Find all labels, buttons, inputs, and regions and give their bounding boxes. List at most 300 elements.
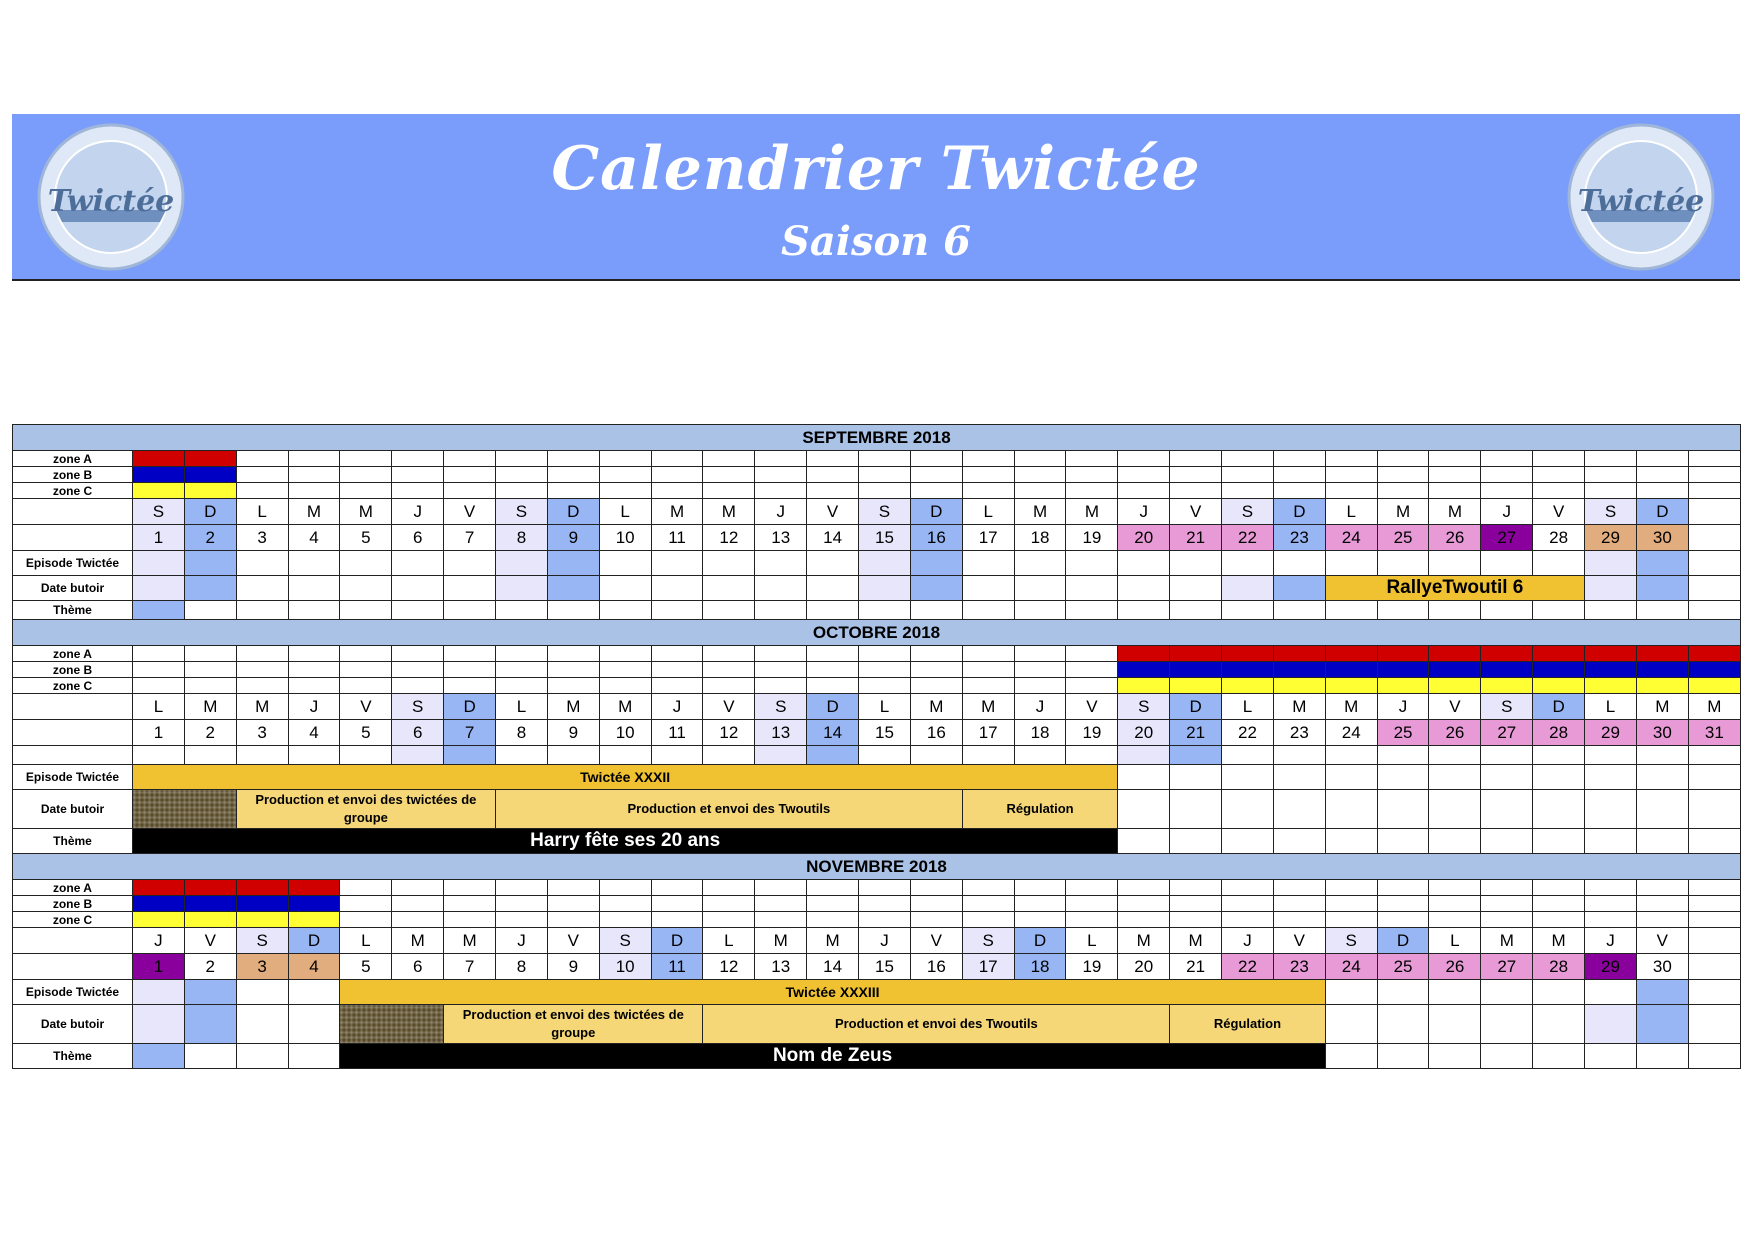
zone-cell (1273, 896, 1325, 912)
zone-cell (1688, 662, 1740, 678)
zone-cell (1585, 451, 1637, 467)
zone-cell (1377, 483, 1429, 499)
row-label: zone B (13, 662, 133, 678)
zone-cell (859, 912, 911, 928)
day-number-cell: 13 (755, 525, 807, 551)
zone-cell (1222, 678, 1274, 694)
calendar-cell (236, 1005, 288, 1044)
zone-cell (962, 678, 1014, 694)
zone-cell (859, 483, 911, 499)
phase-twoutils: Production et envoi des Twoutils (496, 790, 963, 829)
calendar-cell (340, 746, 392, 765)
calendar-cell (807, 746, 859, 765)
month-title: SEPTEMBRE 2018 (13, 425, 1741, 451)
weekday-cell: S (1585, 499, 1637, 525)
zone-cell (444, 896, 496, 912)
zone-cell (496, 678, 548, 694)
row-label: Date butoir (13, 576, 133, 601)
zone-cell (1170, 678, 1222, 694)
zone-cell (1118, 678, 1170, 694)
zone-cell (1170, 483, 1222, 499)
zone-cell (651, 678, 703, 694)
zone-cell (599, 646, 651, 662)
calendar-cell (288, 601, 340, 620)
calendar-cell (1481, 601, 1533, 620)
day-number-cell: 7 (444, 720, 496, 746)
zone-cell (392, 662, 444, 678)
day-number-cell: 5 (340, 954, 392, 980)
calendar-cell (807, 576, 859, 601)
calendar-cell (910, 601, 962, 620)
calendar-cell (1688, 746, 1740, 765)
phase-group-twictees: Production et envoi des twictées de groupe (236, 790, 495, 829)
zone-cell (807, 646, 859, 662)
calendar-cell (444, 576, 496, 601)
day-number-cell: 14 (807, 954, 859, 980)
zone-cell (496, 880, 548, 896)
calendar-cell (807, 601, 859, 620)
calendar-cell (1585, 1005, 1637, 1044)
calendar-cell (1222, 790, 1274, 829)
calendar-cell (340, 576, 392, 601)
calendar-cell (133, 980, 185, 1005)
zone-cell (1636, 912, 1688, 928)
zone-cell (1688, 912, 1740, 928)
zone-cell (1014, 880, 1066, 896)
zone-cell (288, 896, 340, 912)
zone-cell (444, 646, 496, 662)
zone-cell (1688, 467, 1740, 483)
zone-cell (651, 483, 703, 499)
zone-cell (392, 896, 444, 912)
day-number-cell: 7 (444, 954, 496, 980)
zone-cell (1014, 662, 1066, 678)
calendar-cell (1222, 551, 1274, 576)
calendar-cell (1014, 551, 1066, 576)
zone-cell (1533, 880, 1585, 896)
calendar-cell (1325, 1005, 1377, 1044)
calendar-cell (288, 980, 340, 1005)
zone-cell (392, 483, 444, 499)
weekday-cell: J (755, 499, 807, 525)
zone-cell (910, 662, 962, 678)
weekday-cell: D (444, 694, 496, 720)
zone-cell (444, 483, 496, 499)
calendar-banner (12, 114, 1740, 281)
calendar-cell (910, 576, 962, 601)
day-number-cell: 17 (962, 720, 1014, 746)
calendar-cell (1273, 746, 1325, 765)
zone-cell (599, 912, 651, 928)
phase-group-twictees: Production et envoi des twictées de groupe (444, 1005, 703, 1044)
weekday-cell: D (651, 928, 703, 954)
day-number-cell: 16 (910, 720, 962, 746)
zone-cell (1170, 646, 1222, 662)
weekday-cell: J (1014, 694, 1066, 720)
day-number-cell: 6 (392, 720, 444, 746)
zone-cell (496, 451, 548, 467)
calendar-cell (236, 1044, 288, 1069)
day-number-cell: 11 (651, 954, 703, 980)
episode-bar: Twictée XXXII (133, 765, 1118, 790)
zone-cell (496, 467, 548, 483)
zone-cell (1481, 678, 1533, 694)
zone-cell (133, 451, 185, 467)
zone-cell (1273, 880, 1325, 896)
zone-cell (1222, 646, 1274, 662)
zone-cell (807, 678, 859, 694)
calendar-cell (1066, 551, 1118, 576)
calendar-cell (1429, 1044, 1481, 1069)
zone-cell (1481, 467, 1533, 483)
zone-cell (1481, 912, 1533, 928)
calendar-cell (1585, 980, 1637, 1005)
calendar-cell (1325, 829, 1377, 854)
row-label (13, 954, 133, 980)
calendar-cell (1014, 576, 1066, 601)
calendar-cell (1688, 765, 1740, 790)
calendar-cell (1222, 601, 1274, 620)
day-number-cell: 1 (133, 525, 185, 551)
calendar-cell (1066, 576, 1118, 601)
day-number-cell: 21 (1170, 954, 1222, 980)
zone-cell (703, 912, 755, 928)
calendar-cell (962, 551, 1014, 576)
calendar-cell (1066, 601, 1118, 620)
calendar-cell (1377, 551, 1429, 576)
weekday-cell: V (703, 694, 755, 720)
calendar-cell (1118, 790, 1170, 829)
calendar-cell (1533, 790, 1585, 829)
calendar-cell (755, 551, 807, 576)
zone-cell (1066, 896, 1118, 912)
zone-cell (184, 483, 236, 499)
zone-cell (859, 896, 911, 912)
weekday-cell: L (599, 499, 651, 525)
zone-cell (755, 912, 807, 928)
calendar-cell (859, 601, 911, 620)
zone-cell (1014, 912, 1066, 928)
calendar-cell (1636, 1044, 1688, 1069)
calendar-cell (1118, 829, 1170, 854)
zone-cell (184, 467, 236, 483)
zone-cell (1066, 467, 1118, 483)
zone-cell (392, 678, 444, 694)
zone-cell (703, 880, 755, 896)
zone-cell (1066, 483, 1118, 499)
zone-cell (1066, 662, 1118, 678)
weekday-cell: M (703, 499, 755, 525)
day-number-cell: 14 (807, 525, 859, 551)
calendar-cell (1533, 1044, 1585, 1069)
calendar-cell (236, 576, 288, 601)
calendar-cell (133, 601, 185, 620)
day-number-cell: 18 (1014, 720, 1066, 746)
zone-cell (755, 646, 807, 662)
weekday-cell: M (1014, 499, 1066, 525)
row-label: Episode Twictée (13, 980, 133, 1005)
weekday-cell: V (1066, 694, 1118, 720)
calendar-cell (288, 576, 340, 601)
weekday-cell: V (1636, 928, 1688, 954)
zone-cell (184, 896, 236, 912)
calendar-cell (1481, 790, 1533, 829)
zone-cell (1273, 912, 1325, 928)
phase-twoutils: Production et envoi des Twoutils (703, 1005, 1170, 1044)
theme-bar: Harry fête ses 20 ans (133, 829, 1118, 854)
calendar-cell (1273, 765, 1325, 790)
zone-cell (910, 896, 962, 912)
calendar-cell (703, 576, 755, 601)
calendar-cell (1429, 551, 1481, 576)
zone-cell (1377, 467, 1429, 483)
calendar-cell (1533, 765, 1585, 790)
calendar-cell (392, 551, 444, 576)
weekday-cell: M (599, 694, 651, 720)
day-number-cell: 9 (547, 720, 599, 746)
zone-cell (340, 880, 392, 896)
weekday-cell: J (392, 499, 444, 525)
zone-cell (496, 646, 548, 662)
zone-cell (1273, 646, 1325, 662)
weekday-cell: D (1170, 694, 1222, 720)
row-label (13, 746, 133, 765)
calendar-cell (288, 1005, 340, 1044)
zone-cell (1170, 451, 1222, 467)
calendar-cell (236, 601, 288, 620)
zone-cell (1429, 880, 1481, 896)
zone-cell (392, 451, 444, 467)
phase-regulation: Régulation (1170, 1005, 1326, 1044)
day-number-cell: 2 (184, 525, 236, 551)
row-label: Thème (13, 601, 133, 620)
zone-cell (1325, 912, 1377, 928)
calendar-cell (755, 746, 807, 765)
weekday-cell: M (184, 694, 236, 720)
zone-cell (1170, 896, 1222, 912)
day-number-cell: 27 (1481, 720, 1533, 746)
page-title: Calendrier Twictée (551, 134, 1201, 204)
day-number-cell: 19 (1066, 954, 1118, 980)
zone-cell (288, 451, 340, 467)
zone-cell (859, 451, 911, 467)
calendar-cell (1118, 576, 1170, 601)
zone-cell (859, 662, 911, 678)
calendar-cell (184, 980, 236, 1005)
calendar-cell (962, 601, 1014, 620)
zone-cell (1636, 646, 1688, 662)
zone-cell (1688, 678, 1740, 694)
zone-cell (755, 467, 807, 483)
zone-cell (1325, 467, 1377, 483)
zone-cell (859, 646, 911, 662)
weekday-cell: M (1118, 928, 1170, 954)
calendar-cell (547, 551, 599, 576)
calendar-cell (703, 601, 755, 620)
calendar-cell (1688, 576, 1740, 601)
zone-cell (444, 880, 496, 896)
zone-cell (807, 880, 859, 896)
day-number-cell: 17 (962, 525, 1014, 551)
zone-cell (910, 467, 962, 483)
calendar-cell (1533, 1005, 1585, 1044)
zone-cell (651, 880, 703, 896)
calendar-cell (1377, 765, 1429, 790)
page-subtitle: Saison 6 (780, 218, 972, 265)
row-label: zone B (13, 896, 133, 912)
zone-cell (910, 880, 962, 896)
weekday-cell: J (1222, 928, 1274, 954)
zone-cell (1533, 678, 1585, 694)
calendar-cell (1325, 551, 1377, 576)
weekday-cell: L (1429, 928, 1481, 954)
zone-cell (1118, 467, 1170, 483)
weekday-cell: J (1377, 694, 1429, 720)
calendar-cell (1688, 829, 1740, 854)
calendar-cell (859, 576, 911, 601)
weekday-cell: S (133, 499, 185, 525)
day-number-cell: 25 (1377, 525, 1429, 551)
calendar-cell (392, 601, 444, 620)
weekday-cell: V (1429, 694, 1481, 720)
weekday-cell: D (547, 499, 599, 525)
row-label: Thème (13, 1044, 133, 1069)
calendar-cell (1066, 746, 1118, 765)
calendar-cell (1533, 551, 1585, 576)
weekday-cell: J (1118, 499, 1170, 525)
calendar-cell (651, 746, 703, 765)
day-number-cell: 4 (288, 525, 340, 551)
zone-cell (910, 678, 962, 694)
month-title: OCTOBRE 2018 (13, 620, 1741, 646)
calendar-cell (1585, 746, 1637, 765)
day-number-cell: 13 (755, 954, 807, 980)
zone-cell (1222, 451, 1274, 467)
calendar-cell (1118, 746, 1170, 765)
calendar-cell (133, 1044, 185, 1069)
calendar-cell (288, 551, 340, 576)
calendar-cell (1325, 746, 1377, 765)
zone-cell (1481, 483, 1533, 499)
day-number-cell: 10 (599, 720, 651, 746)
calendar-cell (1222, 765, 1274, 790)
zone-cell (651, 646, 703, 662)
calendar-cell (1481, 1005, 1533, 1044)
zone-cell (1377, 880, 1429, 896)
zone-cell (547, 678, 599, 694)
zone-cell (1273, 662, 1325, 678)
day-number-cell: 24 (1325, 525, 1377, 551)
zone-cell (910, 912, 962, 928)
zone-cell (1014, 678, 1066, 694)
calendar-cell (1118, 551, 1170, 576)
calendar-cell (1688, 1044, 1740, 1069)
calendar-cell (962, 576, 1014, 601)
calendar-cell (1636, 980, 1688, 1005)
calendar-cell (1429, 980, 1481, 1005)
zone-cell (547, 662, 599, 678)
calendar-cell (444, 601, 496, 620)
zone-cell (859, 880, 911, 896)
zone-cell (1533, 912, 1585, 928)
day-number-cell: 20 (1118, 954, 1170, 980)
zone-cell (599, 678, 651, 694)
twictee-logo: Twictée (36, 122, 186, 272)
row-label (13, 525, 133, 551)
weekday-cell: D (184, 499, 236, 525)
calendar-cell (910, 746, 962, 765)
day-number-cell: 12 (703, 954, 755, 980)
zone-cell (236, 662, 288, 678)
day-number-cell: 1 (133, 720, 185, 746)
weekday-cell: D (910, 499, 962, 525)
row-label: zone A (13, 451, 133, 467)
day-number-cell: 16 (910, 954, 962, 980)
day-number-cell: 18 (1014, 525, 1066, 551)
calendar-cell (133, 746, 185, 765)
day-number-cell: 28 (1533, 954, 1585, 980)
zone-cell (392, 912, 444, 928)
zone-cell (340, 912, 392, 928)
zone-cell (288, 662, 340, 678)
weekday-cell: M (444, 928, 496, 954)
zone-cell (755, 483, 807, 499)
day-number-cell: 16 (910, 525, 962, 551)
hatched-period (133, 790, 237, 829)
zone-cell (962, 646, 1014, 662)
calendar-cell (184, 746, 236, 765)
zone-cell (1066, 451, 1118, 467)
zone-cell (599, 483, 651, 499)
calendar-cell (340, 601, 392, 620)
zone-cell (444, 678, 496, 694)
zone-cell (547, 912, 599, 928)
zone-cell (703, 896, 755, 912)
day-number-cell: 19 (1066, 525, 1118, 551)
weekday-cell: V (910, 928, 962, 954)
zone-cell (859, 467, 911, 483)
day-number-cell: 6 (392, 525, 444, 551)
calendar-cell (1585, 765, 1637, 790)
zone-cell (184, 451, 236, 467)
zone-cell (651, 912, 703, 928)
day-number-cell: 6 (392, 954, 444, 980)
zone-cell (184, 912, 236, 928)
zone-cell (444, 912, 496, 928)
calendar-cell (1377, 1044, 1429, 1069)
zone-cell (340, 451, 392, 467)
weekday-cell: J (651, 694, 703, 720)
row-label: zone A (13, 880, 133, 896)
zone-cell (1636, 483, 1688, 499)
day-number-cell: 24 (1325, 954, 1377, 980)
zone-cell (133, 880, 185, 896)
weekday-cell: M (910, 694, 962, 720)
zone-cell (184, 880, 236, 896)
zone-cell (1014, 467, 1066, 483)
calendar-cell (755, 601, 807, 620)
zone-cell (392, 880, 444, 896)
weekday-cell: V (547, 928, 599, 954)
weekday-cell: L (1585, 694, 1637, 720)
day-number-cell: 22 (1222, 720, 1274, 746)
day-number-cell: 9 (547, 954, 599, 980)
calendar-cell (547, 576, 599, 601)
zone-cell (962, 483, 1014, 499)
calendar-cell (547, 746, 599, 765)
calendar-cell (1636, 746, 1688, 765)
day-number-cell: 30 (1636, 720, 1688, 746)
